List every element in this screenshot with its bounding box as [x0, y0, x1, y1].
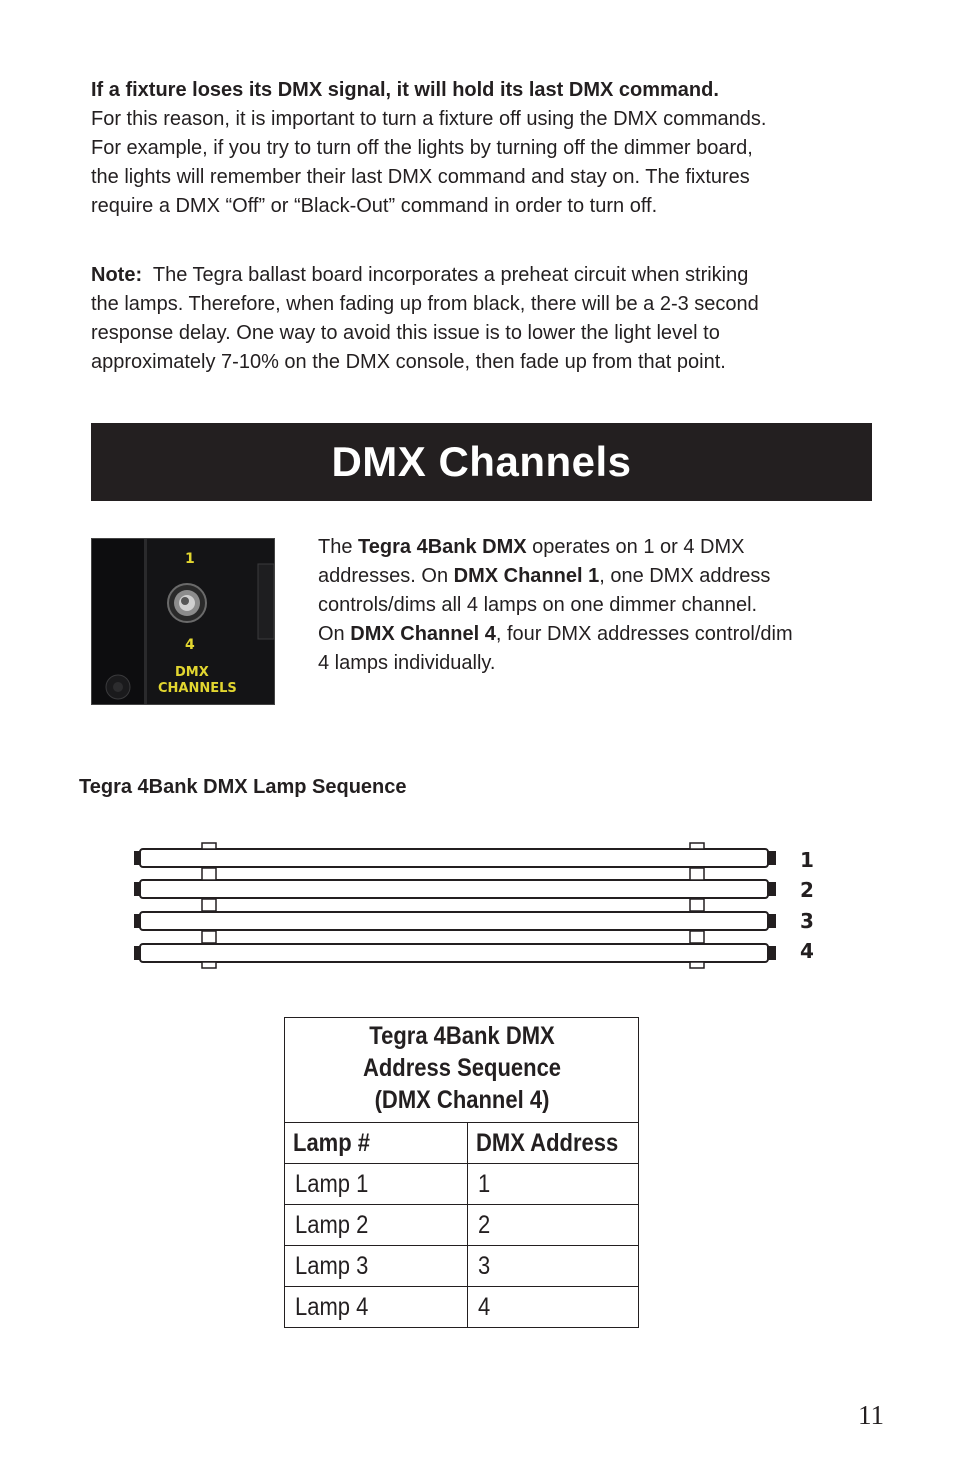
dmx-signal-heading: If a fixture loses its DMX signal, it will hold its last DMX command. — [91, 79, 719, 101]
cell-text: Lamp 1 — [295, 1169, 369, 1198]
lamp-cell — [285, 1164, 468, 1205]
header-text: Lamp # — [293, 1128, 371, 1157]
table-row — [285, 1246, 639, 1287]
paragraph-line: For example, if you try to turn off the lights by turning off the dimmer board, — [91, 137, 753, 159]
header-text: DMX Address — [476, 1128, 619, 1157]
table-caption — [306, 1018, 618, 1123]
text-run: , one DMX address — [599, 565, 771, 587]
lamp-tube-2 — [134, 868, 776, 898]
lamp-cell — [285, 1246, 468, 1287]
table-row — [285, 1205, 639, 1246]
text-run: 4 lamps individually. — [318, 652, 496, 674]
table-row — [285, 1164, 639, 1205]
caption-line: Tegra 4Bank DMX — [368, 1022, 555, 1050]
text-run: addresses. On — [318, 565, 454, 587]
channel-1-term: DMX Channel 1 — [453, 565, 600, 587]
dmx-caption: DMX — [175, 665, 209, 680]
column-header-lamp — [285, 1123, 468, 1164]
address-cell — [468, 1246, 639, 1287]
cell-text: Lamp 4 — [295, 1292, 369, 1321]
lamp-number-2: 2 — [800, 878, 814, 902]
switch-position-1-label: 1 — [185, 551, 195, 567]
lamp-cell — [285, 1205, 468, 1246]
table-caption-row — [285, 1018, 639, 1123]
section-title: DMX Channels — [331, 438, 632, 485]
text-run: controls/dims all 4 lamps on one dimmer channel. — [318, 594, 758, 616]
text-run: The — [318, 536, 359, 558]
switch-position-4-label: 4 — [185, 637, 195, 653]
dmx-address-table — [284, 1017, 639, 1328]
paragraph-line: the lights will remember their last DMX command and stay on. The fixtures — [91, 166, 750, 188]
lamp-number-4: 4 — [800, 939, 814, 963]
channels-caption: CHANNELS — [158, 681, 237, 696]
lamp-number-3: 3 — [800, 909, 814, 933]
caption-line: (DMX Channel 4) — [374, 1086, 549, 1114]
paragraph-line: response delay. One way to avoid this issue is to lower the light level to — [91, 322, 720, 344]
caption-line: Address Sequence — [362, 1054, 561, 1082]
paragraph-line: require a DMX “Off” or “Black-Out” command in order to turn off. — [91, 195, 658, 217]
dmx-channel-switch-photo — [91, 538, 275, 705]
address-cell — [468, 1205, 639, 1246]
lamp-sequence-diagram — [130, 838, 830, 972]
lamp-number-1: 1 — [800, 848, 814, 872]
paragraph-line: approximately 7-10% on the DMX console, then fade up from that point. — [91, 351, 726, 373]
cell-text: Lamp 2 — [295, 1210, 369, 1239]
cell-text: 2 — [478, 1210, 491, 1239]
address-cell — [468, 1287, 639, 1328]
note-label: Note: — [91, 264, 143, 286]
text-run: , four DMX addresses control/dim — [495, 623, 793, 645]
paragraph-line: The Tegra ballast board incorporates a preheat circuit when striking — [142, 264, 749, 286]
text-run: On — [318, 623, 351, 645]
paragraph-line: For this reason, it is important to turn a fixture off using the DMX commands. — [91, 108, 767, 130]
cell-text: Lamp 3 — [295, 1251, 369, 1280]
address-cell — [468, 1164, 639, 1205]
product-name: Tegra 4Bank DMX — [358, 536, 527, 558]
dmx-channel-description — [318, 533, 858, 678]
column-header-address — [468, 1123, 639, 1164]
table-header-row — [285, 1123, 639, 1164]
lamp-sequence-title: Tegra 4Bank DMX Lamp Sequence — [79, 776, 407, 798]
cell-text: 4 — [478, 1292, 491, 1321]
text-run: operates on 1 or 4 DMX — [526, 536, 745, 558]
lamp-tube-3 — [134, 899, 776, 930]
note-paragraph — [91, 261, 851, 377]
table-row — [285, 1287, 639, 1328]
cell-text: 3 — [478, 1251, 491, 1280]
lamp-tube-1 — [134, 843, 776, 867]
section-banner — [91, 423, 872, 501]
channel-4-term: DMX Channel 4 — [350, 623, 496, 645]
dmx-signal-paragraph — [91, 76, 851, 221]
cell-text: 1 — [478, 1169, 491, 1198]
paragraph-line: the lamps. Therefore, when fading up from black, there will be a 2-3 second — [91, 293, 759, 315]
page-number: 11 — [858, 1400, 884, 1430]
lamp-tube-4 — [134, 931, 776, 968]
lamp-cell — [285, 1287, 468, 1328]
